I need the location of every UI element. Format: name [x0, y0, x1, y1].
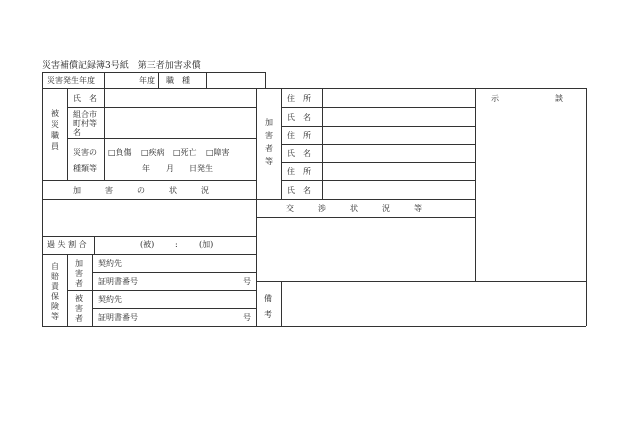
perp-name-label-3: 氏 名	[287, 186, 311, 195]
option-disability[interactable]: □障害	[206, 148, 230, 157]
perp-certificate-label: 証明書番号	[98, 277, 138, 286]
year-suffix: 年度	[139, 76, 155, 85]
harm-situation-field[interactable]	[43, 200, 255, 235]
union-label: 組合市町村等名	[73, 110, 97, 137]
negotiation-field[interactable]	[257, 218, 474, 280]
perp-address-label-2: 住 所	[287, 131, 311, 140]
negotiation-label: 交 渉 状 況 等	[286, 204, 422, 213]
victim-group-label: 被災職員	[51, 109, 59, 151]
occurrence-year-label: 災害発生年度	[47, 76, 95, 85]
occupation-field[interactable]	[207, 73, 264, 87]
option-death[interactable]: □死亡	[173, 148, 197, 157]
fault-victim-label: (被)	[140, 240, 155, 249]
victim-name-label: 氏 名	[73, 94, 97, 103]
occupation-label: 職 種	[166, 76, 190, 85]
perpetrator-details-field[interactable]	[323, 89, 474, 198]
victim-contract-label: 契約先	[98, 295, 122, 304]
fault-perpetrator-label: (加)	[199, 240, 214, 249]
disaster-type-label-2: 種類等	[73, 164, 97, 173]
harm-situation-label: 加 害 の 状 況	[73, 186, 209, 195]
option-injury[interactable]: □負傷	[108, 148, 132, 157]
occurred-label: 日発生	[189, 164, 213, 173]
month-label: 月	[166, 164, 174, 173]
victim-number-suffix: 号	[243, 313, 251, 322]
remarks-field[interactable]	[282, 282, 585, 325]
remarks-label: 備考	[264, 294, 272, 319]
victim-certificate-label: 証明書番号	[98, 313, 138, 322]
settlement-label: 示 談	[491, 94, 563, 103]
perp-address-label-3: 住 所	[287, 167, 311, 176]
union-field[interactable]	[105, 108, 255, 137]
year-label: 年	[142, 164, 150, 173]
insurance-perpetrator-label: 加害者	[75, 259, 83, 288]
perp-name-label-2: 氏 名	[287, 149, 311, 158]
perp-contract-label: 契約先	[98, 259, 122, 268]
perp-number-suffix: 号	[243, 277, 251, 286]
insurance-victim-label: 被害者	[75, 294, 83, 323]
victim-name-field[interactable]	[105, 89, 255, 106]
perp-name-label-1: 氏 名	[287, 113, 311, 122]
insurance-group-label: 自賠責保険等	[51, 262, 59, 321]
option-illness[interactable]: □疾病	[141, 148, 165, 157]
perp-address-label-1: 住 所	[287, 94, 311, 103]
fault-ratio-label: 過 失 割 合	[47, 240, 87, 249]
perpetrator-group-label: 加害者等	[265, 118, 273, 166]
disaster-type-label-1: 災害の	[73, 148, 97, 157]
occurrence-year-field[interactable]	[105, 73, 137, 87]
settlement-field[interactable]	[476, 108, 585, 280]
form-title: 災害補償記録簿3号紙 第三者加害求償	[42, 61, 201, 71]
fault-colon: :	[175, 240, 178, 249]
